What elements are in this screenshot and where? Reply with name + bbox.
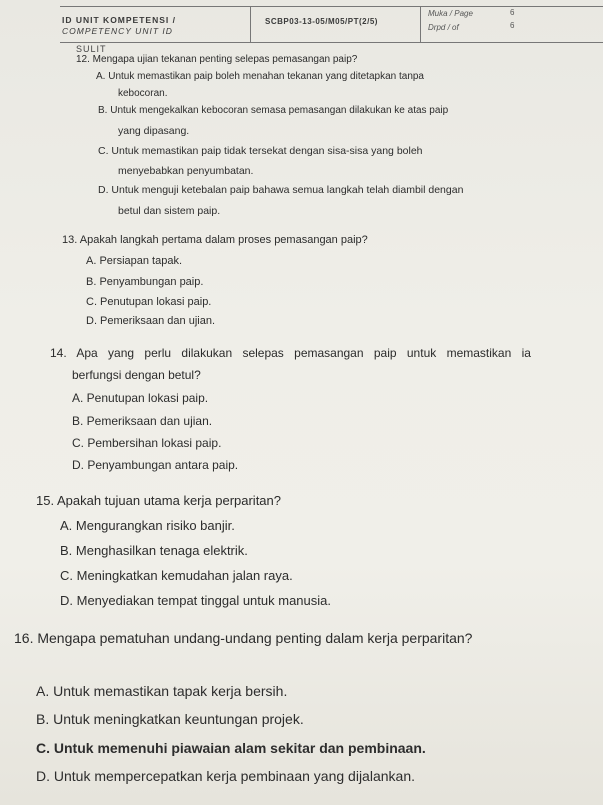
question-12-option: B. Untuk mengekalkan kebocoran semasa pemasangan dilakukan ke atas paip <box>98 105 449 116</box>
page-number: 6 <box>510 8 515 17</box>
competency-label: COMPETENCY UNIT ID <box>62 26 173 36</box>
question-12-option: betul dan sistem paip. <box>118 205 221 217</box>
question-16-stem: 16. Mengapa pematuhan undang-undang penting dalam kerja perparitan? <box>14 630 473 646</box>
question-14-option: C. Pembersihan lokasi paip. <box>72 436 222 450</box>
question-12-option: A. Untuk memastikan paip boleh menahan tekanan yang ditetapkan tanpa <box>96 71 424 82</box>
header-divider <box>250 6 251 42</box>
page-label: Muka / Page <box>428 9 473 18</box>
question-13-option: A. Persiapan tapak. <box>86 255 183 267</box>
question-16-option: A. Untuk memastikan tapak kerja bersih. <box>36 683 288 699</box>
of-label: Drpd / of <box>428 23 459 32</box>
question-16-option: C. Untuk memenuhi piawaian alam sekitar dan pembinaan. <box>36 740 426 756</box>
question-12-option: menyebabkan penyumbatan. <box>118 165 254 177</box>
header-rule-top <box>60 6 603 7</box>
header-divider <box>420 6 421 42</box>
question-15-option: C. Meningkatkan kemudahan jalan raya. <box>60 568 293 583</box>
question-14-stem-continued: berfungsi dengan betul? <box>72 368 201 382</box>
question-13-option: D. Pemeriksaan dan ujian. <box>86 315 216 327</box>
unit-code: SCBP03-13-05/M05/PT(2/5) <box>265 17 378 26</box>
classification-label: SULIT <box>76 44 107 54</box>
question-16-option: D. Untuk mempercepatkan kerja pembinaan yang dijalankan. <box>36 768 415 784</box>
unit-label: ID UNIT KOMPETENSI / <box>62 15 176 25</box>
question-15-option: A. Mengurangkan risiko banjir. <box>60 518 235 533</box>
question-15-stem: 15. Apakah tujuan utama kerja perparitan? <box>36 493 282 508</box>
question-16-option: B. Untuk meningkatkan keuntungan projek. <box>36 711 304 727</box>
question-12-option: D. Untuk menguji ketebalan paip bahawa semua langkah telah diambil dengan <box>98 184 464 196</box>
question-15-option: B. Menghasilkan tenaga elektrik. <box>60 543 248 558</box>
question-14-option: D. Penyambungan antara paip. <box>72 458 239 472</box>
question-13-option: C. Penutupan lokasi paip. <box>86 296 212 308</box>
question-13-option: B. Penyambungan paip. <box>86 276 204 288</box>
question-15-option: D. Menyediakan tempat tinggal untuk manusia. <box>60 593 331 608</box>
question-12-stem: 12. Mengapa ujian tekanan penting selepas pemasangan paip? <box>76 54 358 65</box>
header-rule-bottom <box>60 42 603 43</box>
question-14-option: B. Pemeriksaan dan ujian. <box>72 414 213 428</box>
question-12-option: C. Untuk memastikan paip tidak tersekat dengan sisa-sisa yang boleh <box>98 145 423 157</box>
question-13-stem: 13. Apakah langkah pertama dalam proses pemasangan paip? <box>62 234 368 246</box>
header-table <box>60 6 603 42</box>
question-12-option: yang dipasang. <box>118 125 190 137</box>
question-14-stem: 14. Apa yang perlu dilakukan selepas pemasangan paip untuk memastikan ia <box>50 346 531 360</box>
total-pages: 6 <box>510 21 515 30</box>
question-14-option: A. Penutupan lokasi paip. <box>72 391 209 405</box>
question-12-option: kebocoran. <box>118 88 168 99</box>
